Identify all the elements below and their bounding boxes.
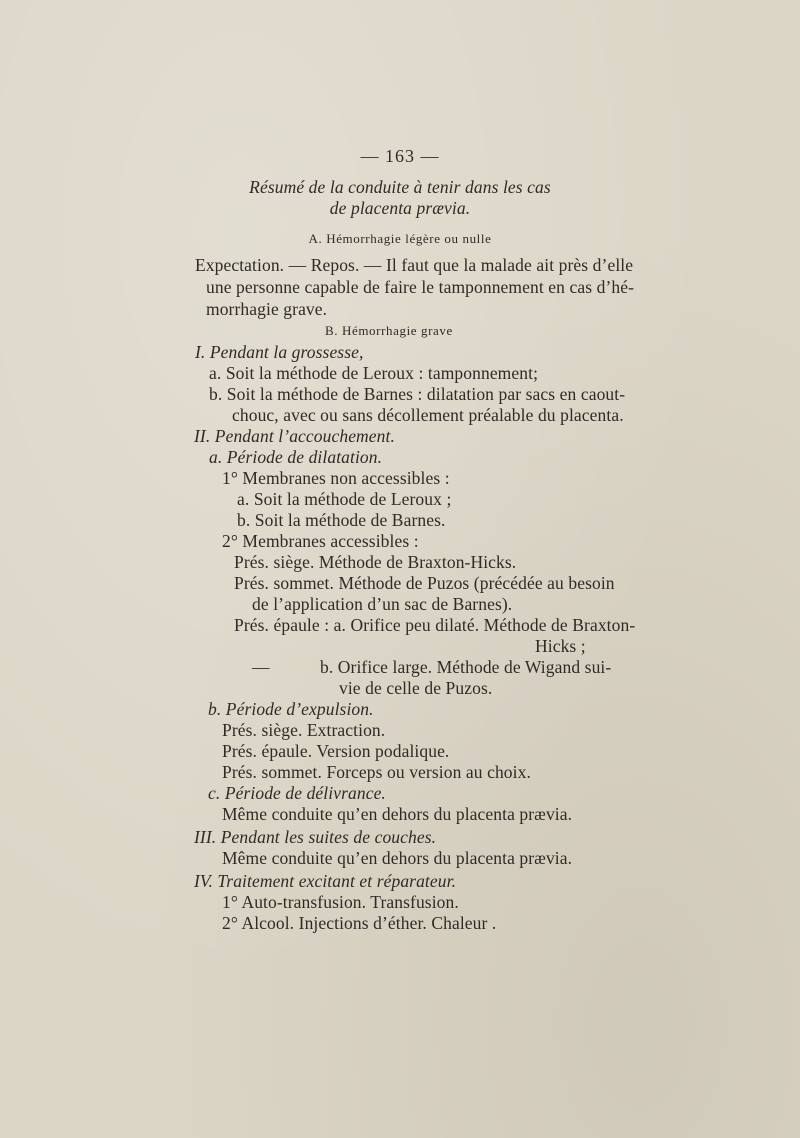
pres-epaule-line2: Hicks ; [535,636,586,656]
section-a-line1: Expectation. — Repos. — Il faut que la malade ait près d’elle [195,255,634,275]
part-i-b-line1: b. Soit la méthode de Barnes : dilatation par sacs en caout- [209,384,626,404]
part-ii-c-title: c. Période de délivrance. [208,783,386,803]
part-iii-text: Même conduite qu’en dehors du placenta prævia. [222,848,573,868]
expulsion-sommet: Prés. sommet. Forceps ou version au choix. [222,762,531,782]
pres-epaule-line4: vie de celle de Puzos. [339,678,493,698]
membranes-accessible: 2° Membranes accessibles : [222,531,419,551]
part-ii-title: II. Pendant l’accouchement. [194,426,395,446]
page-number: — 163 — [360,146,440,166]
pres-epaule-line3: b. Orifice large. Méthode de Wigand sui- [320,657,612,677]
membranes-a: a. Soit la méthode de Leroux ; [237,489,452,509]
pres-sommet-line2: de l’application d’un sac de Barnes). [252,594,513,614]
summary-title-line1: Résumé de la conduite à tenir dans les cas [249,177,551,197]
summary-title-line2: de placenta prævia. [329,198,471,218]
part-iv-line2: 2° Alcool. Injections d’éther. Chaleur . [222,913,497,933]
section-a-line2: une personne capable de faire le tamponnement en cas d’hé- [206,277,635,297]
part-iii-title: III. Pendant les suites de couches. [194,827,437,847]
pres-epaule-dash: — [252,657,270,677]
part-i-title: I. Pendant la grossesse, [195,342,364,362]
part-iv-title: IV. Traitement excitant et réparateur. [194,871,457,891]
part-i-a: a. Soit la méthode de Leroux : tamponnement; [209,363,539,383]
expulsion-epaule: Prés. épaule. Version podalique. [222,741,450,761]
expulsion-siege: Prés. siège. Extraction. [222,720,386,740]
membranes-not-accessible: 1° Membranes non accessibles : [222,468,450,488]
part-iv-line1: 1° Auto-transfusion. Transfusion. [222,892,459,912]
part-ii-a-title: a. Période de dilatation. [209,447,383,467]
section-a-line3: morrhagie grave. [206,299,328,319]
pres-siege: Prés. siège. Méthode de Braxton-Hicks. [234,552,517,572]
part-ii-b-title: b. Période d’expulsion. [208,699,374,719]
section-b-heading: B. Hémorrhagie grave [325,323,453,338]
part-i-b-line2: chouc, avec ou sans décollement préalable du placenta. [232,405,624,425]
pres-sommet-line1: Prés. sommet. Méthode de Puzos (précédée au besoin [234,573,615,593]
section-a-heading: A. Hémorrhagie légère ou nulle [308,231,492,246]
delivrance-text: Même conduite qu’en dehors du placenta prævia. [222,804,573,824]
pres-epaule-line1: Prés. épaule : a. Orifice peu dilaté. Méthode de Braxton- [234,615,636,635]
membranes-b: b. Soit la méthode de Barnes. [237,510,446,530]
